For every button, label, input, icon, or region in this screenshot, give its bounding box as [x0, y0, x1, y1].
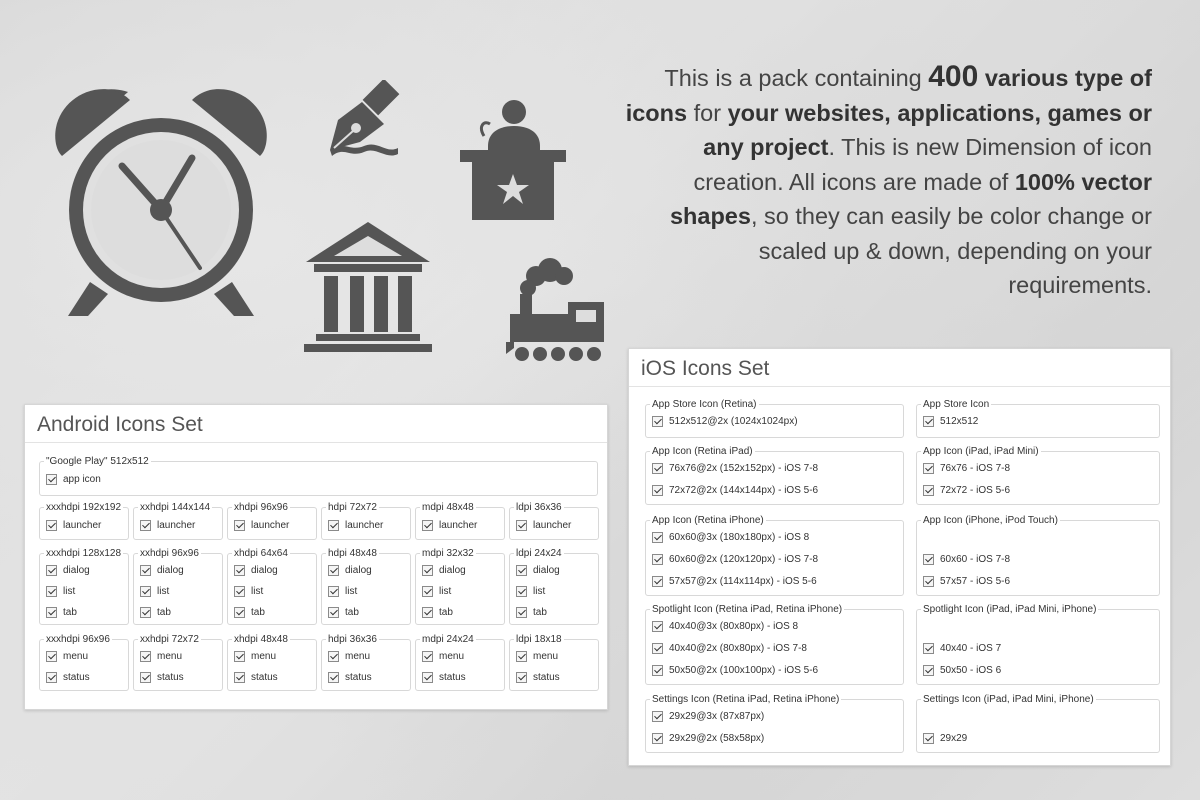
group-launcher-0	[39, 502, 129, 540]
group-dialog-4	[415, 548, 505, 625]
checkbox-row[interactable]	[652, 485, 818, 496]
checkbox-row[interactable]	[140, 651, 182, 662]
promo-text-1: This is a pack containing	[664, 65, 929, 91]
checkbox-label: 40x40@2x (80x80px) - iOS 7-8	[669, 643, 807, 654]
group-label: App Icon (iPad, iPad Mini)	[923, 446, 1039, 457]
speaker-podium-icon	[458, 96, 568, 220]
checkbox-checked[interactable]	[516, 607, 527, 618]
checkbox-checked[interactable]	[652, 665, 663, 676]
checkbox-row[interactable]	[234, 565, 278, 576]
promo-count: 400	[928, 60, 979, 93]
checkbox-checked[interactable]	[652, 733, 663, 744]
checkbox-row[interactable]	[46, 651, 88, 662]
group-launcher-5	[509, 502, 599, 540]
checkbox-label: tab	[157, 607, 171, 618]
checkbox-row[interactable]	[234, 672, 278, 683]
group-dialog-1	[133, 548, 223, 625]
checkbox-label: 76x76@2x (152x152px) - iOS 7-8	[669, 463, 819, 474]
group-label: hdpi 48x48	[328, 548, 377, 559]
group-ios-right-1	[916, 446, 1160, 505]
checkbox-checked[interactable]	[923, 643, 934, 654]
checkbox-row[interactable]	[422, 520, 477, 531]
checkbox-checked[interactable]	[234, 565, 245, 576]
checkbox-label: 57x57 - iOS 5-6	[940, 576, 1011, 587]
group-label: mdpi 24x24	[422, 634, 474, 645]
checkbox-label: status	[345, 672, 372, 683]
checkbox-checked[interactable]	[923, 485, 934, 496]
checkbox-checked[interactable]	[422, 586, 433, 597]
checkbox-label: dialog	[157, 565, 184, 576]
checkbox-row[interactable]	[140, 565, 184, 576]
checkbox-checked[interactable]	[923, 554, 934, 565]
checkbox-row[interactable]	[46, 474, 101, 485]
ios-panel	[628, 348, 1171, 766]
checkbox-checked[interactable]	[46, 672, 57, 683]
checkbox-label: status	[63, 672, 90, 683]
checkbox-row[interactable]	[652, 532, 809, 543]
bank-building-icon	[302, 222, 434, 354]
checkbox-label: 512x512@2x (1024x1024px)	[669, 416, 798, 427]
group-label: App Icon (Retina iPad)	[652, 446, 753, 457]
group-label: App Icon (Retina iPhone)	[652, 515, 764, 526]
checkbox-label: dialog	[345, 565, 372, 576]
checkbox-label: dialog	[63, 565, 90, 576]
group-launcher-4	[415, 502, 505, 540]
checkbox-label: 57x57@2x (114x114px) - iOS 5-6	[669, 576, 817, 587]
checkbox-checked[interactable]	[516, 586, 527, 597]
checkbox-label: 60x60@2x (120x120px) - iOS 7-8	[669, 554, 819, 565]
checkbox-checked[interactable]	[652, 711, 663, 722]
checkbox-label: status	[157, 672, 184, 683]
checkbox-row[interactable]	[923, 665, 1001, 676]
checkbox-checked[interactable]	[923, 665, 934, 676]
checkbox-label: menu	[157, 651, 183, 662]
checkbox-checked[interactable]	[923, 463, 934, 474]
group-menu-4	[415, 634, 505, 691]
checkbox-label: 50x50@2x (100x100px) - iOS 5-6	[669, 665, 819, 676]
ios-panel-title: iOS Icons Set	[629, 349, 1170, 387]
checkbox-row[interactable]	[516, 651, 558, 662]
checkbox-row[interactable]	[923, 463, 1010, 474]
checkbox-row[interactable]	[234, 607, 265, 618]
checkbox-label: launcher	[63, 520, 102, 531]
checkbox-row[interactable]	[422, 607, 453, 618]
checkbox-label: launcher	[345, 520, 384, 531]
checkbox-checked[interactable]	[140, 607, 151, 618]
promo-bold-3: 100% vector shapes	[669, 168, 1152, 229]
checkbox-row[interactable]	[923, 485, 1010, 496]
checkbox-label: 512x512	[940, 416, 979, 427]
group-dialog-0	[39, 548, 129, 625]
promo-bold-1: various type of icons	[625, 65, 1152, 126]
checkbox-label: menu	[251, 651, 277, 662]
group-label: xxhdpi 144x144	[140, 502, 211, 513]
group-menu-2	[227, 634, 317, 691]
group-label: xxxhdpi 96x96	[46, 634, 110, 645]
checkbox-label: launcher	[439, 520, 478, 531]
group-ios-right-3	[916, 604, 1160, 685]
group-label: ldpi 24x24	[516, 548, 562, 559]
checkbox-checked[interactable]	[140, 520, 151, 531]
checkbox-label: status	[439, 672, 466, 683]
checkbox-label: list	[157, 586, 170, 597]
checkbox-checked[interactable]	[923, 733, 934, 744]
checkbox-label: 40x40 - iOS 7	[940, 643, 1002, 654]
checkbox-checked[interactable]	[422, 672, 433, 683]
promo-text-2: for	[687, 99, 728, 126]
checkbox-checked[interactable]	[516, 520, 527, 531]
alarm-clock-icon	[50, 82, 272, 322]
checkbox-checked[interactable]	[234, 520, 245, 531]
checkbox-label: 29x29	[940, 733, 968, 744]
checkbox-row[interactable]	[328, 586, 357, 597]
checkbox-row[interactable]	[516, 586, 545, 597]
checkbox-row[interactable]	[652, 554, 818, 565]
group-label: xhdpi 48x48	[234, 634, 288, 645]
checkbox-checked[interactable]	[328, 520, 339, 531]
checkbox-checked[interactable]	[652, 554, 663, 565]
group-label: xxhdpi 72x72	[140, 634, 199, 645]
group-label: App Icon (iPhone, iPod Touch)	[923, 515, 1058, 526]
checkbox-label: list	[533, 586, 546, 597]
promo-text-4: , so they can easily be color change or scaled up & down, depending on your requirements.	[750, 203, 1152, 298]
checkbox-checked[interactable]	[140, 586, 151, 597]
checkbox-row[interactable]	[234, 586, 263, 597]
checkbox-label: tab	[439, 607, 453, 618]
checkbox-row[interactable]	[652, 665, 818, 676]
promo-bold-2: your websites, applications, games or any project	[703, 99, 1152, 160]
checkbox-row[interactable]	[652, 711, 764, 722]
group-label: ldpi 18x18	[516, 634, 562, 645]
checkbox-row[interactable]	[516, 672, 560, 683]
checkbox-checked[interactable]	[422, 607, 433, 618]
checkbox-label: tab	[63, 607, 77, 618]
checkbox-label: 40x40@3x (80x80px) - iOS 8	[669, 621, 799, 632]
group-label: App Store Icon (Retina)	[652, 399, 757, 410]
checkbox-row[interactable]	[516, 565, 560, 576]
checkbox-label: menu	[345, 651, 371, 662]
checkbox-label: 76x76 - iOS 7-8	[940, 463, 1011, 474]
checkbox-row[interactable]	[652, 733, 764, 744]
checkbox-checked[interactable]	[652, 621, 663, 632]
group-ios-left-2	[645, 515, 904, 596]
checkbox-checked[interactable]	[46, 520, 57, 531]
group-ios-left-1	[645, 446, 904, 505]
group-label: ldpi 36x36	[516, 502, 562, 513]
android-panel-title: Android Icons Set	[25, 405, 607, 443]
checkbox-checked[interactable]	[422, 651, 433, 662]
checkbox-row[interactable]	[652, 621, 798, 632]
checkbox-label: tab	[345, 607, 359, 618]
checkbox-label: list	[251, 586, 264, 597]
group-label: mdpi 32x32	[422, 548, 474, 559]
checkbox-row[interactable]	[422, 651, 464, 662]
group-ios-left-0	[645, 399, 904, 438]
checkbox-row[interactable]	[422, 586, 451, 597]
checkbox-label: 50x50 - iOS 6	[940, 665, 1002, 676]
group-label: xhdpi 96x96	[234, 502, 288, 513]
checkbox-row[interactable]	[652, 463, 818, 474]
checkbox-row[interactable]	[923, 576, 1010, 587]
group-label: xxxhdpi 192x192	[46, 502, 122, 513]
checkbox-row[interactable]	[328, 565, 372, 576]
checkbox-checked[interactable]	[234, 672, 245, 683]
checkbox-checked[interactable]	[328, 565, 339, 576]
checkbox-checked[interactable]	[652, 643, 663, 654]
group-menu-0	[39, 634, 129, 691]
group-launcher-1	[133, 502, 223, 540]
group-ios-right-4	[916, 694, 1160, 753]
group-label: mdpi 48x48	[422, 502, 474, 513]
group-label: hdpi 72x72	[328, 502, 377, 513]
checkbox-checked[interactable]	[516, 565, 527, 576]
checkbox-row[interactable]	[140, 672, 184, 683]
checkbox-label: app icon	[63, 474, 101, 485]
checkbox-label: tab	[533, 607, 547, 618]
checkbox-row[interactable]	[923, 416, 978, 427]
checkbox-checked[interactable]	[923, 416, 934, 427]
group-ios-right-2	[916, 515, 1160, 596]
group-menu-3	[321, 634, 411, 691]
checkbox-checked[interactable]	[46, 474, 57, 485]
checkbox-label: 29x29@3x (87x87px)	[669, 711, 765, 722]
checkbox-label: menu	[533, 651, 559, 662]
checkbox-row[interactable]	[422, 672, 466, 683]
checkbox-label: 72x72@2x (144x144px) - iOS 5-6	[669, 485, 819, 496]
checkbox-checked[interactable]	[328, 586, 339, 597]
checkbox-row[interactable]	[923, 643, 1001, 654]
group-label: xxxhdpi 128x128	[46, 548, 122, 559]
checkbox-label: list	[63, 586, 76, 597]
checkbox-checked[interactable]	[328, 607, 339, 618]
group-label: Spotlight Icon (iPad, iPad Mini, iPhone)	[923, 604, 1097, 615]
checkbox-row[interactable]	[923, 733, 967, 744]
checkbox-row[interactable]	[46, 565, 90, 576]
checkbox-label: launcher	[157, 520, 196, 531]
checkbox-checked[interactable]	[46, 607, 57, 618]
checkbox-row[interactable]	[46, 520, 101, 531]
promo-text-3: . This is new Dimension of icon creation. All icons are made of	[693, 134, 1152, 195]
checkbox-row[interactable]	[46, 586, 75, 597]
checkbox-row[interactable]	[140, 520, 195, 531]
group-label: Settings Icon (iPad, iPad Mini, iPhone)	[923, 694, 1094, 705]
checkbox-checked[interactable]	[46, 586, 57, 597]
checkbox-checked[interactable]	[234, 651, 245, 662]
checkbox-label: dialog	[439, 565, 466, 576]
checkbox-checked[interactable]	[140, 565, 151, 576]
group-label: hdpi 36x36	[328, 634, 377, 645]
group-launcher-3	[321, 502, 411, 540]
checkbox-row[interactable]	[923, 554, 1010, 565]
checkbox-row[interactable]	[46, 672, 90, 683]
checkbox-row[interactable]	[652, 416, 798, 427]
checkbox-label: menu	[63, 651, 89, 662]
checkbox-row[interactable]	[328, 672, 372, 683]
checkbox-checked[interactable]	[516, 651, 527, 662]
steam-locomotive-icon	[506, 258, 606, 362]
checkbox-row[interactable]	[234, 520, 289, 531]
fountain-pen-icon	[320, 80, 410, 165]
checkbox-label: menu	[439, 651, 465, 662]
checkbox-row[interactable]	[516, 607, 547, 618]
checkbox-checked[interactable]	[328, 651, 339, 662]
checkbox-checked[interactable]	[46, 651, 57, 662]
checkbox-row[interactable]	[652, 643, 807, 654]
checkbox-checked[interactable]	[422, 520, 433, 531]
checkbox-row[interactable]	[46, 607, 77, 618]
checkbox-checked[interactable]	[516, 672, 527, 683]
checkbox-label: 72x72 - iOS 5-6	[940, 485, 1011, 496]
checkbox-row[interactable]	[328, 651, 370, 662]
checkbox-label: dialog	[533, 565, 560, 576]
checkbox-row[interactable]	[422, 565, 466, 576]
checkbox-checked[interactable]	[652, 416, 663, 427]
checkbox-checked[interactable]	[46, 565, 57, 576]
group-label: xxhdpi 96x96	[140, 548, 199, 559]
group-ios-left-3	[645, 604, 904, 685]
checkbox-row[interactable]	[140, 607, 171, 618]
checkbox-checked[interactable]	[140, 672, 151, 683]
checkbox-checked[interactable]	[652, 485, 663, 496]
checkbox-label: 29x29@2x (58x58px)	[669, 733, 765, 744]
checkbox-label: 60x60@3x (180x180px) - iOS 8	[669, 532, 810, 543]
checkbox-checked[interactable]	[140, 651, 151, 662]
checkbox-label: list	[345, 586, 358, 597]
checkbox-row[interactable]	[652, 576, 817, 587]
checkbox-label: 60x60 - iOS 7-8	[940, 554, 1011, 565]
checkbox-checked[interactable]	[328, 672, 339, 683]
checkbox-row[interactable]	[328, 607, 359, 618]
group-ios-left-4	[645, 694, 904, 753]
group-dialog-5	[509, 548, 599, 625]
checkbox-row[interactable]	[234, 651, 276, 662]
group-label: Spotlight Icon (Retina iPad, Retina iPhone)	[652, 604, 843, 615]
checkbox-checked[interactable]	[422, 565, 433, 576]
group-label: xhdpi 64x64	[234, 548, 288, 559]
checkbox-label: tab	[251, 607, 265, 618]
checkbox-row[interactable]	[140, 586, 169, 597]
checkbox-label: list	[439, 586, 452, 597]
checkbox-label: dialog	[251, 565, 278, 576]
checkbox-checked[interactable]	[234, 607, 245, 618]
group-label: App Store Icon	[923, 399, 990, 410]
checkbox-checked[interactable]	[652, 463, 663, 474]
group-ios-right-0	[916, 399, 1160, 438]
checkbox-label: launcher	[251, 520, 290, 531]
checkbox-label: launcher	[533, 520, 572, 531]
checkbox-row[interactable]	[516, 520, 571, 531]
group-dialog-2	[227, 548, 317, 625]
group-label: "Google Play" 512x512	[46, 456, 149, 467]
group-menu-5	[509, 634, 599, 691]
checkbox-checked[interactable]	[234, 586, 245, 597]
checkbox-checked[interactable]	[652, 576, 663, 587]
checkbox-label: status	[533, 672, 560, 683]
promo-text	[620, 60, 1152, 303]
group-dialog-3	[321, 548, 411, 625]
checkbox-label: status	[251, 672, 278, 683]
checkbox-checked[interactable]	[652, 532, 663, 543]
group-launcher-2	[227, 502, 317, 540]
checkbox-row[interactable]	[328, 520, 383, 531]
group-menu-1	[133, 634, 223, 691]
group-label: Settings Icon (Retina iPad, Retina iPhone)	[652, 694, 840, 705]
group-google-play	[39, 456, 598, 496]
checkbox-checked[interactable]	[923, 576, 934, 587]
android-panel	[24, 404, 608, 710]
